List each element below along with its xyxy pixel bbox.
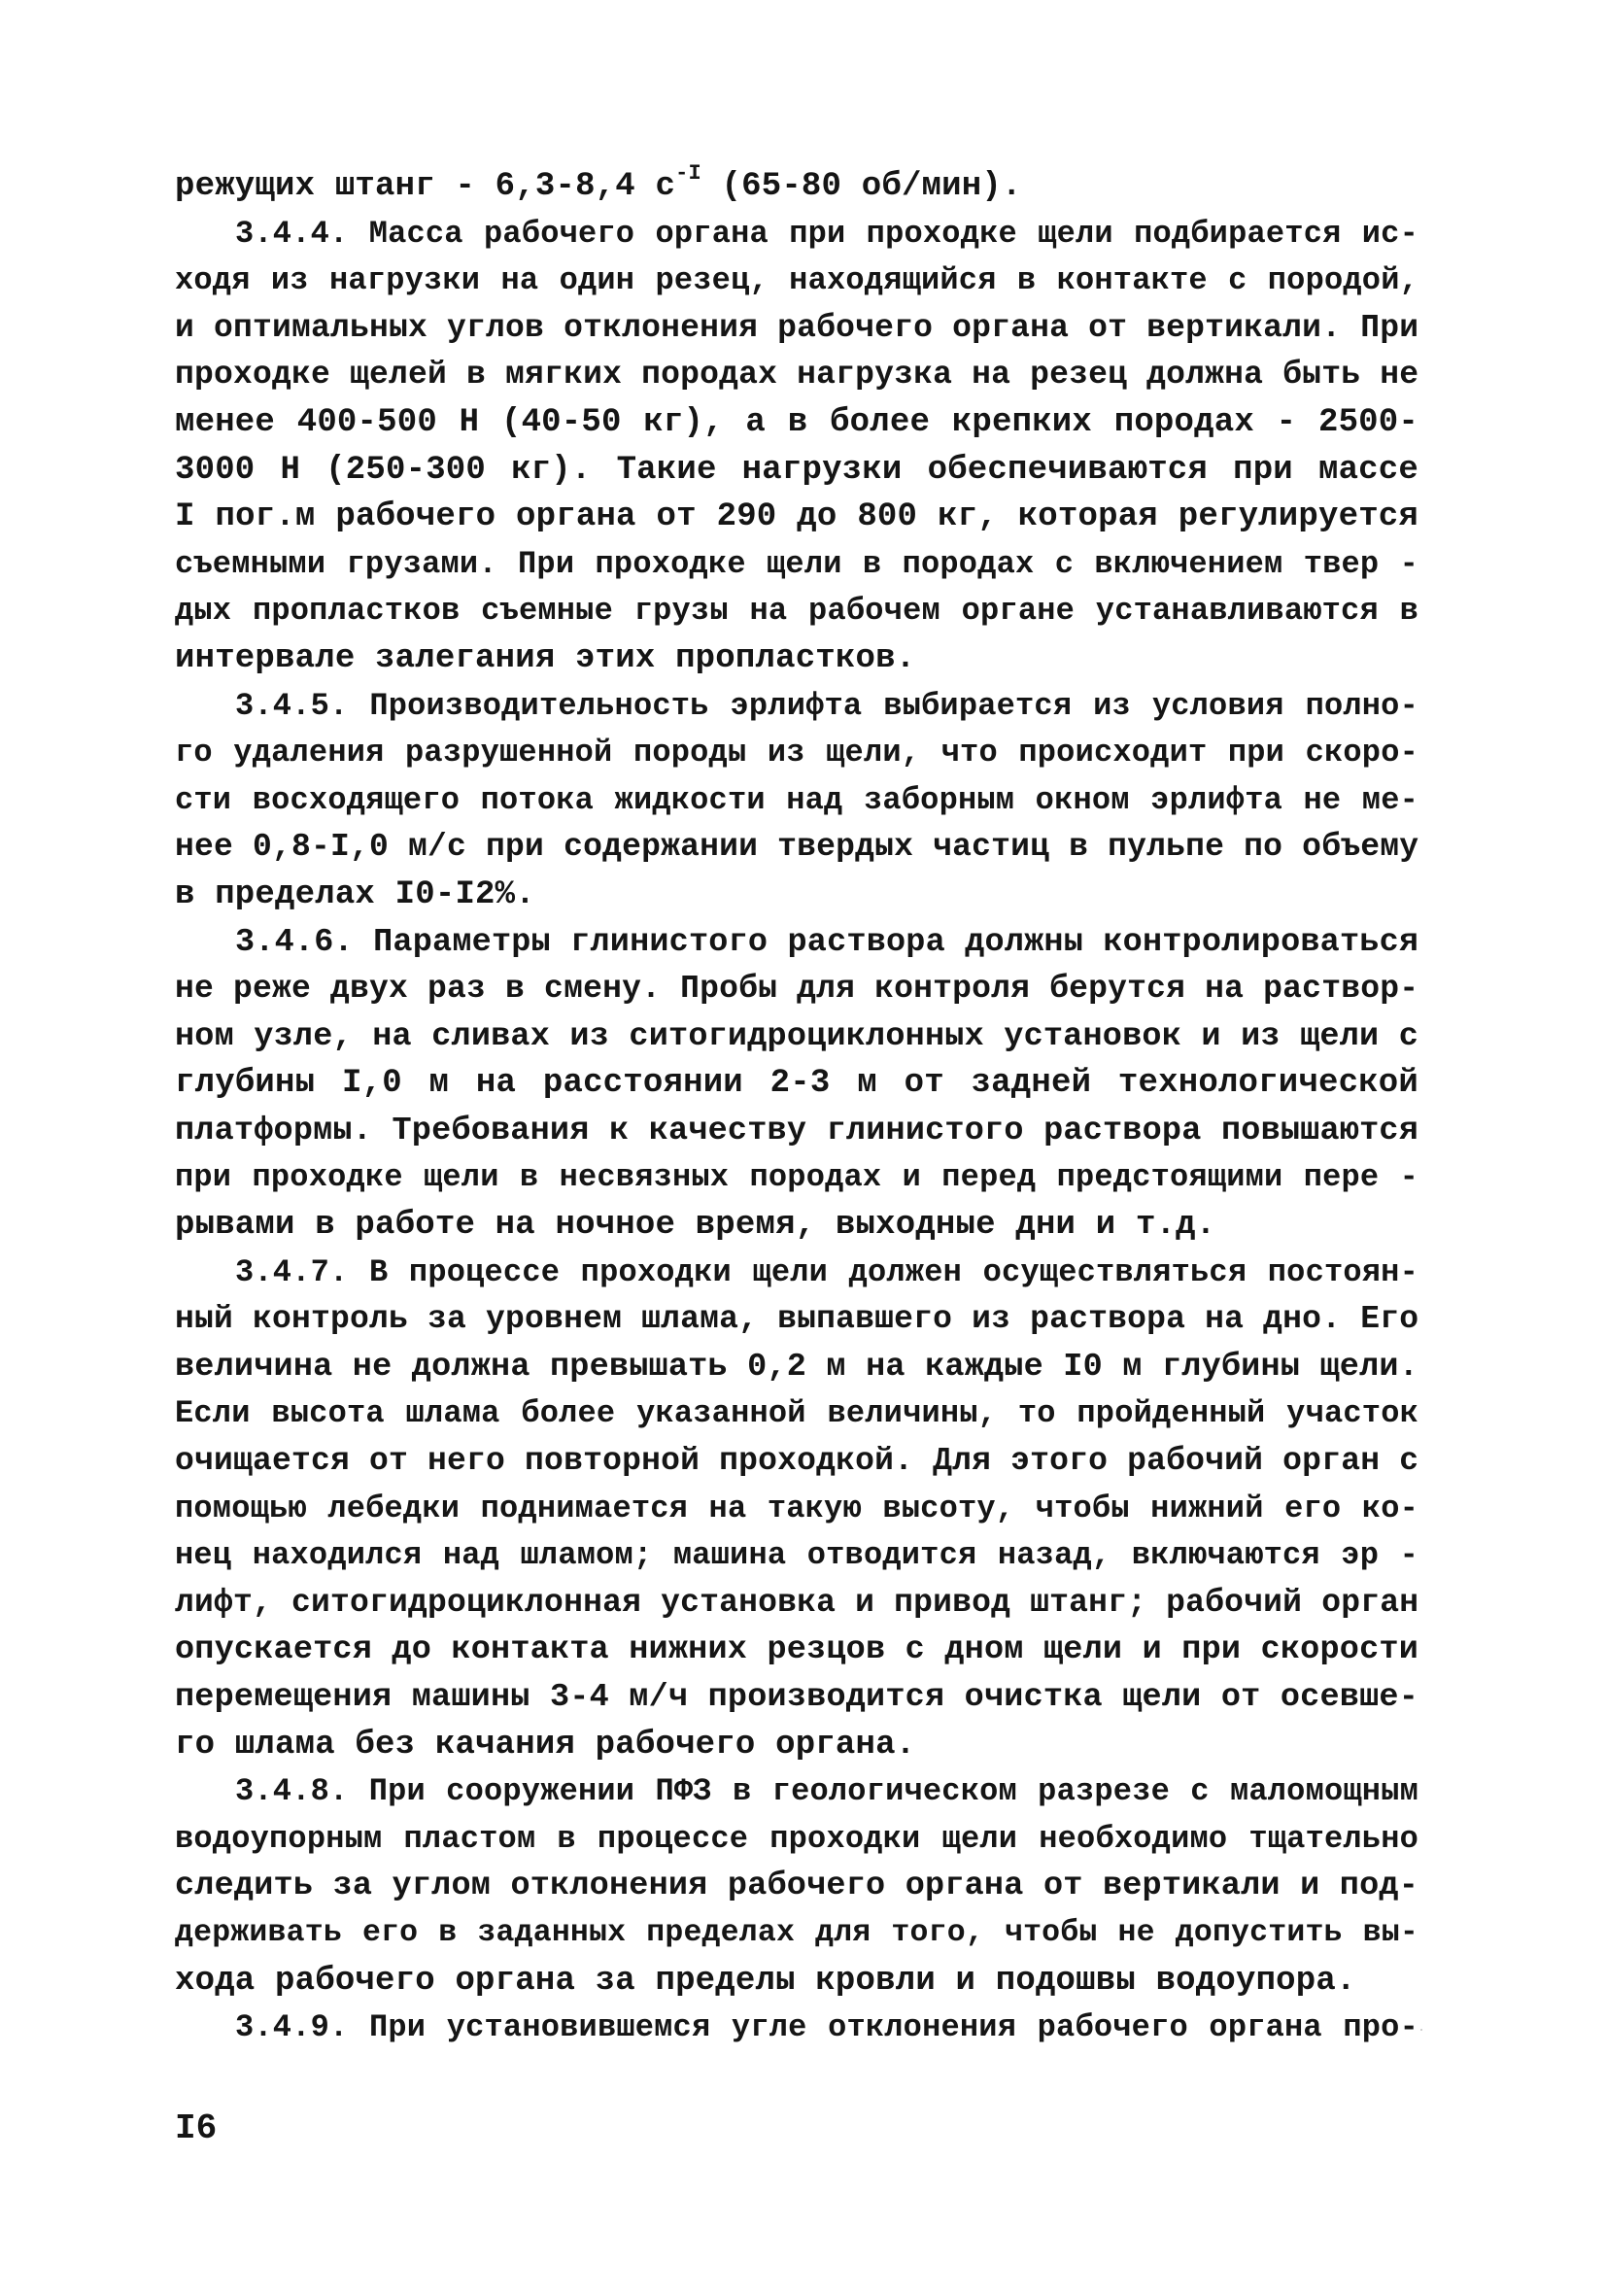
text-line	[175, 966, 1418, 1013]
text-line-content: величина не должна превышать 0,2 м на каждые I0 м глубины щели.	[175, 1348, 1418, 1386]
text-line	[175, 160, 1418, 211]
text-line-content: и оптимальных углов отклонения рабочего органа от вертикали. При	[175, 309, 1419, 346]
text-line	[175, 541, 1418, 589]
text-line-content: очищается от него повторной проходкой. Для этого рабочий орган с	[175, 1443, 1419, 1480]
text-line-content: перемещения машины 3-4 м/ч производится очистка щели от осевше-	[175, 1679, 1418, 1716]
text-line-content: хода рабочего органа за пределы кровли и подошвы водоупора.	[175, 1962, 1356, 2000]
page-number: I6	[175, 2108, 218, 2148]
text-line-content: опускается до контакта нижних резцов с дном щели и при скорости	[175, 1631, 1418, 1669]
text-line	[175, 1722, 1418, 1769]
text-line	[175, 211, 1418, 258]
scan-artifact	[1420, 2029, 1422, 2031]
text-line	[175, 730, 1418, 777]
text-line	[175, 257, 1418, 305]
text-line-content: сти восходящего потока жидкости над заборным окном эрлифта не ме-	[175, 781, 1418, 818]
text-line	[175, 1344, 1418, 1391]
text-line	[175, 824, 1418, 872]
text-line	[175, 1438, 1418, 1486]
body-text	[175, 160, 1419, 2052]
text-line-content: дых пропластков съемные грузы на рабочем органе устанавливаются в	[175, 593, 1418, 630]
text-line	[175, 872, 1418, 919]
text-line	[175, 399, 1418, 447]
text-line	[175, 1816, 1418, 1864]
text-line-content: Если высота шлама более указанной величины, то пройденный участок	[175, 1395, 1418, 1432]
text-line	[175, 1296, 1418, 1344]
text-line	[175, 1013, 1418, 1061]
text-line	[175, 1202, 1418, 1250]
text-line-content: при проходке щели в несвязных породах и перед предстоящими пере -	[175, 1159, 1418, 1196]
text-line-content: 3.4.7. В процессе проходки щели должен осуществляться постоян-	[235, 1253, 1418, 1290]
text-line-content: рывами в работе на ночное время, выходные дни и т.д.	[175, 1207, 1216, 1245]
text-line	[175, 494, 1418, 541]
text-line-content: 3.4.4. Масса рабочего органа при проходке щели подбирается ис-	[235, 215, 1418, 252]
text-line	[175, 1627, 1418, 1674]
superscript: -I	[675, 160, 701, 186]
text-line-content: лифт, ситогидроциклонная установка и привод штанг; рабочий орган	[175, 1584, 1419, 1621]
text-line	[175, 1154, 1418, 1202]
text-line	[175, 635, 1418, 683]
text-line-content: ный контроль за уровнем шлама, выпавшего из раствора на дно. Его	[175, 1301, 1419, 1338]
text-line	[175, 1108, 1418, 1155]
text-line	[175, 352, 1418, 399]
text-line	[175, 588, 1418, 635]
text-line-continuation: (65-80 об/мин).	[700, 168, 1022, 205]
text-line	[175, 683, 1418, 731]
text-line-content: режущих штанг - 6,3-8,4 с	[175, 168, 676, 205]
text-line	[175, 1250, 1418, 1297]
text-line	[175, 1532, 1418, 1580]
text-line	[175, 1674, 1418, 1722]
text-line-content: интервале залегания этих пропластков.	[175, 639, 916, 677]
text-line-content: 3.4.6. Параметры глинистого раствора должны контролироваться	[235, 923, 1419, 961]
text-line-content: го удаления разрушенной породы из щели, что происходит при скоро-	[175, 735, 1418, 771]
text-line-content: глубины I,0 м на расстоянии 2-3 м от задней технологической	[175, 1065, 1418, 1103]
text-line-content: 3.4.8. При сооружении ПФЗ в геологическом разрезе с маломощным	[235, 1773, 1418, 1810]
text-line	[175, 1863, 1418, 1910]
text-line	[175, 777, 1418, 825]
text-line	[175, 1486, 1418, 1533]
text-line	[175, 1768, 1418, 1816]
text-line-content: менее 400-500 Н (40-50 кг), а в более крепких породах - 2500-	[175, 403, 1418, 441]
text-line	[175, 305, 1418, 353]
text-line-content: ходя из нагрузки на один резец, находящийся в контакте с породой,	[175, 262, 1418, 299]
text-line-content: водоупорным пластом в процессе проходки щели необходимо тщательно	[175, 1820, 1418, 1857]
text-line	[175, 1390, 1418, 1438]
text-line-content: 3.4.5. Производительность эрлифта выбирается из условия полно-	[235, 687, 1418, 724]
text-line	[175, 1958, 1418, 2005]
text-line	[175, 1910, 1418, 1958]
text-line-content: не реже двух раз в смену. Пробы для контроля берутся на раствор-	[175, 971, 1419, 1008]
text-line-content: ном узле, на сливах из ситогидроциклонных установок и из щели с	[175, 1017, 1418, 1055]
text-line-content: 3.4.9. При установившемся угле отклонения рабочего органа про-	[235, 2009, 1418, 2046]
text-line-content: держивать его в заданных пределах для того, чтобы не допустить вы-	[175, 1915, 1418, 1950]
text-line-content: го шлама без качания рабочего органа.	[175, 1726, 916, 1764]
text-line-content: в пределах I0-I2%.	[175, 875, 535, 913]
text-line-content: 3000 Н (250-300 кг). Такие нагрузки обеспечиваются при массе	[175, 451, 1418, 489]
text-line-content: съемными грузами. При проходке щели в породах с включением твер -	[175, 545, 1418, 582]
text-line-content: платформы. Требования к качеству глинистого раствора повышаются	[175, 1112, 1418, 1149]
text-line-content: проходке щелей в мягких породах нагрузка на резец должна быть не	[175, 357, 1419, 394]
text-line	[175, 919, 1418, 967]
text-line	[175, 1060, 1418, 1108]
text-line	[175, 2005, 1418, 2052]
text-line-content: I пог.м рабочего органа от 290 до 800 кг, которая регулируется	[175, 498, 1418, 536]
text-line-content: нее 0,8-I,0 м/с при содержании твердых частиц в пульпе по объему	[175, 829, 1419, 866]
text-line	[175, 447, 1418, 495]
text-line-content: помощью лебедки поднимается на такую высоту, чтобы нижний его ко-	[175, 1490, 1418, 1526]
text-line-content: следить за углом отклонения рабочего органа от вертикали и под-	[175, 1868, 1418, 1905]
text-line	[175, 1580, 1418, 1628]
text-line-content: нец находился над шламом; машина отводится назад, включаются эр -	[175, 1537, 1418, 1574]
